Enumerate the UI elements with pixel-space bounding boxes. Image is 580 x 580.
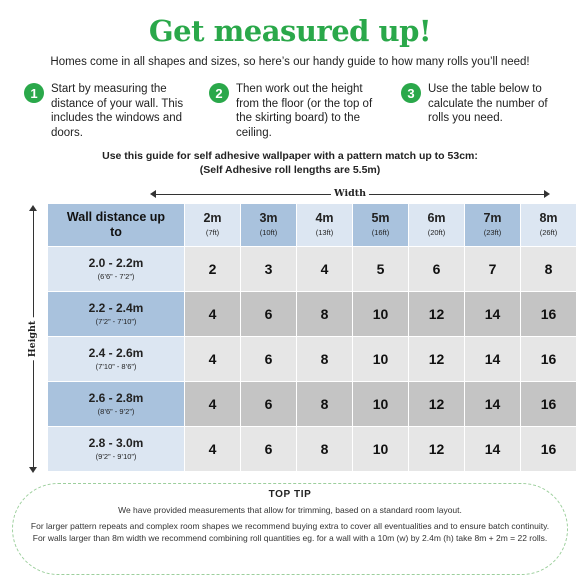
table-cell: 14 [465,292,521,337]
step-2 [209,82,381,140]
column-header-feet: (16ft) [371,228,390,237]
table-cell: 6 [409,247,465,292]
column-header-metres: 8m [539,211,558,225]
column-header [521,204,577,247]
guide-note [0,149,580,177]
table-corner-label: Wall distance up to [48,204,185,247]
table-cell: 12 [409,337,465,382]
column-header [241,204,297,247]
table-cell: 6 [241,382,297,427]
table-cell: 4 [185,337,241,382]
table-cell: 10 [353,382,409,427]
column-header-metres: 7m [483,211,502,225]
column-header-feet: (26ft) [539,228,558,237]
table-row [48,292,577,337]
table-cell: 16 [521,382,577,427]
width-axis-label: Width [331,187,369,201]
column-header [297,204,353,247]
step-number-badge: 3 [401,83,421,103]
row-header-feet: (8’6” - 9’2”) [97,406,135,416]
row-header-metres: 2.4 - 2.6m [88,345,144,360]
table-cell: 10 [353,427,409,472]
table-row [48,382,577,427]
table-cell: 7 [465,247,521,292]
row-header [48,247,185,292]
step-text: Start by measuring the distance of your wall. This includes the windows and doors. [51,83,184,139]
table-cell: 12 [409,382,465,427]
arrow-right-icon [544,190,550,198]
table-cell: 10 [353,292,409,337]
top-tip-text-2: For larger pattern repeats and complex room shapes we recommend buying extra to cover all eventualities and to ensure batch continuity. For walls larger than 8m width we recommend combining roll quantities eg. for a wall with a 10m (w) by 2.4m (h) take 8m + 2m = 22 rolls. [30,521,550,543]
row-header [48,292,185,337]
table-cell: 8 [297,427,353,472]
column-header-metres: 6m [427,211,446,225]
table-cell: 12 [409,292,465,337]
arrow-left-icon [150,190,156,198]
row-header-feet: (9’2” - 9’10”) [95,451,137,461]
height-axis-label: Height [26,318,40,361]
table-cell: 16 [521,292,577,337]
column-header [409,204,465,247]
column-header-feet: (13ft) [315,228,334,237]
table-cell: 8 [521,247,577,292]
column-header-metres: 2m [203,211,222,225]
step-number-badge: 2 [209,83,229,103]
top-tip-title: TOP TIP [268,489,312,500]
row-header-feet: (7’2” - 7’10”) [95,316,137,326]
column-header-metres: 3m [259,211,278,225]
page-subtitle: Homes come in all shapes and sizes, so here’s our handy guide to how many rolls you’ll need! [50,56,530,68]
table-cell: 8 [297,337,353,382]
row-header [48,427,185,472]
row-header-feet: (7’10” - 8’6”) [95,361,137,371]
page-title: Get measured up! [148,14,432,48]
table-cell: 8 [297,382,353,427]
row-header-metres: 2.2 - 2.4m [88,300,144,315]
table-cell: 6 [241,427,297,472]
column-header [185,204,241,247]
column-header-feet: (10ft) [259,228,278,237]
table-cell: 12 [409,427,465,472]
guide-line-1: Use this guide for self adhesive wallpaper with a pattern match up to 53cm: [102,150,478,162]
column-header-feet: (7ft) [205,228,220,237]
row-header [48,337,185,382]
column-header-metres: 5m [371,211,390,225]
table-cell: 16 [521,427,577,472]
table-cell: 4 [185,292,241,337]
table-cell: 4 [297,247,353,292]
arrow-up-icon [29,205,37,211]
guide-line-2: (Self Adhesive roll lengths are 5.5m) [199,164,381,176]
table-row [48,427,577,472]
step-1 [24,82,194,140]
arrow-down-icon [29,467,37,473]
table-row [48,337,577,382]
roll-quantity-table [47,203,577,472]
column-header-metres: 4m [315,211,334,225]
step-text: Use the table below to calculate the number of rolls you need. [428,83,548,124]
table-cell: 3 [241,247,297,292]
height-axis [26,205,40,473]
top-tip-text-1: We have provided measurements that allow for trimming, based on a standard room layout. [118,505,462,515]
table-cell: 4 [185,382,241,427]
table-cell: 14 [465,427,521,472]
row-header [48,382,185,427]
table-header-row [48,204,577,247]
step-number-badge: 1 [24,83,44,103]
column-header [465,204,521,247]
table-cell: 10 [353,337,409,382]
step-3 [401,82,561,126]
step-text: Then work out the height from the floor (or the top of the skirting board) to the ceiling. [236,83,373,139]
table-cell: 4 [185,427,241,472]
table-cell: 8 [297,292,353,337]
table-cell: 14 [465,337,521,382]
table-cell: 5 [353,247,409,292]
table-cell: 6 [241,337,297,382]
row-header-feet: (6’6” - 7’2”) [97,271,135,281]
table-cell: 6 [241,292,297,337]
column-header [353,204,409,247]
row-header-metres: 2.6 - 2.8m [88,390,144,405]
column-header-feet: (23ft) [483,228,502,237]
table-cell: 16 [521,337,577,382]
width-axis [150,187,550,201]
row-header-metres: 2.0 - 2.2m [88,255,144,270]
table-cell: 14 [465,382,521,427]
table-row [48,247,577,292]
column-header-feet: (20ft) [427,228,446,237]
table-cell: 2 [185,247,241,292]
row-header-metres: 2.8 - 3.0m [88,435,144,450]
